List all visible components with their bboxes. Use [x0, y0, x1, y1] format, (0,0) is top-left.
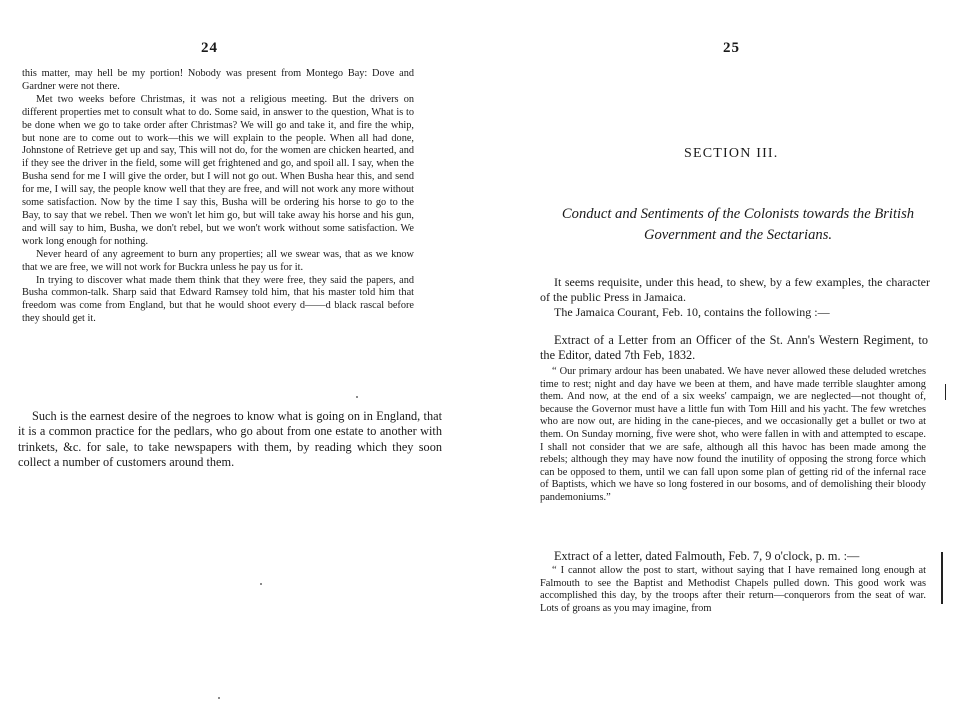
print-speck: [260, 583, 262, 585]
paragraph: It seems requisite, under this head, to shew, by a few examples, the character of the public Press in Jamaica.: [540, 275, 930, 304]
paragraph: “ I cannot allow the post to start, without saying that I have remained long enough at Falmouth to see the Baptist and Methodist Chapels pulled down. This good work was accomplished this day, by the troops after their return—conquerors from the seat of war. Lots of groans as you may imagine, from: [540, 565, 926, 614]
margin-mark: [941, 552, 943, 604]
paragraph: “ Our primary ardour has been unabated. We have never allowed these deluded wretches time to rest; night and day have we been at them, and have made terrible slaughter among them. And now, at the end of a six weeks' campaign, we are neglected—not thought of, because the Governor must have a little fun with Tom Hill and his yacht. The few wretches who are now out, are hiding in the cane-pieces, and we occasionally get a bullet or two at them. On Sunday morning, five were shot, who were fallen in with and attempted to escape. I shall not consider that we are safe, although all this havoc has been made among the rebels; although they may have now found the inutility of opposing the strong force which can be opposed to them, until we can fall upon some plan of getting rid of the infernal race of Baptists, which we have so long fostered in our bosoms, and of demolishing their bloody pandemoniums.”: [540, 366, 926, 503]
extract-quote: [540, 366, 926, 505]
section-heading: SECTION III.: [684, 146, 779, 161]
paragraph: Extract of a Letter from an Officer of the St. Ann's Western Regiment, to the Editor, dated 7th Feb, 1832.: [540, 333, 928, 363]
print-speck: [218, 697, 220, 699]
summary-paragraph: [18, 409, 442, 471]
testimony-text: [22, 68, 414, 326]
section-title: Conduct and Sentiments of the Colonists towards the British Government and the Sectarians.: [561, 206, 915, 243]
extract-heading: [540, 549, 928, 564]
paragraph: Such is the earnest desire of the negroes to know what is going on in England, that it is a common practice for the pedlars, who go about from one estate to another with trinkets, &c. for sale, to take newspapers with them, by reading which they soon collect a number of customers around them.: [18, 409, 442, 470]
paragraph: Never heard of any agreement to burn any properties; all we swear was, that as we know that we are free, we will not work for Buckra unless he pay us for it.: [22, 248, 414, 273]
extract-quote: [540, 565, 926, 615]
paragraph: this matter, may hell be my portion! Nobody was present from Montego Bay: Dove and Gardner were not there.: [22, 68, 414, 92]
print-speck: [356, 396, 358, 398]
page-number: 24: [201, 40, 218, 56]
paragraph: Extract of a letter, dated Falmouth, Feb. 7, 9 o'clock, p. m. :—: [554, 549, 860, 563]
page-number: 25: [723, 40, 740, 56]
paragraph: Met two weeks before Christmas, it was not a religious meeting. But the drivers on different properties met to consult what to do. Some said, in answer to the question, What is to be done when we go to take order after Christmas? We will go and take it, and fire the whip, but none are to come out to work—this we will explain to the people. When all had done, Johnstone of Retrieve get up and say, This will not do, for the women are chicken hearted, and if they see the driver in the field, some will get frightened and go, and spoil all. I say, when the Busha send for me I will give the order, but I will not go out. When Busha hear this, and send for me, I will say, the people know well that they are free, and will not work any more without some satisfaction. Now by the time I say this, Busha will be ordering his horse to go to the Bay, to say that we rebel. Then we won't let him go, but will take away his horse and his gun, and will say to him, Busha, we don't rebel, but we won't work without some satisfaction. We work long enough for nothing.: [22, 93, 414, 247]
intro-text: [540, 275, 930, 320]
paragraph: The Jamaica Courant, Feb. 10, contains the following :—: [554, 305, 830, 319]
margin-mark: [945, 384, 946, 400]
right-page: [490, 0, 980, 701]
paragraph: In trying to discover what made them think that they were free, they said the papers, and Busha common-talk. Sharp said that Edward Ramsey told him, that his master told him that freedom was come from England, but that he would shoot every d——d black rascal before they should get it.: [22, 274, 414, 325]
extract-heading: [540, 333, 928, 364]
